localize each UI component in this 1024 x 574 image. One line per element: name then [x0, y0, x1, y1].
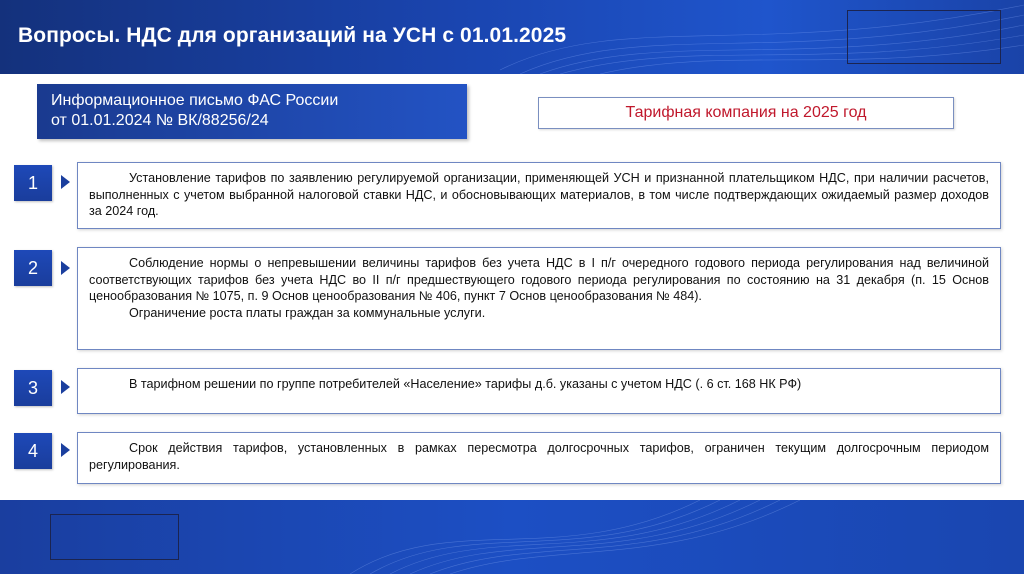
header-bar — [0, 0, 1024, 74]
fas-letter-line1: Информационное письмо ФАС России — [51, 92, 339, 109]
item-3-text: В тарифном решении по группе потребителей «Население» тарифы д.б. указаны с учетом НДС (. 6 ст. 168 НК РФ) — [129, 377, 802, 391]
item-2-text-secondary: Ограничение роста платы граждан за коммунальные услуги. — [129, 305, 486, 320]
placeholder-frame-bottom — [50, 514, 179, 560]
item-number-2: 2 — [14, 250, 52, 286]
arrow-right-icon — [61, 443, 70, 457]
item-number-1: 1 — [14, 165, 52, 201]
item-4-text: Срок действия тарифов, установленных в рамках пересмотра долгосрочных тарифов, ограничен текущим долгосрочным периодом регулирования. — [89, 441, 989, 472]
placeholder-frame-top — [847, 10, 1001, 64]
item-number-4: 4 — [14, 433, 52, 469]
list-item-4 — [77, 432, 1001, 484]
arrow-right-icon — [61, 175, 70, 189]
fas-letter-line2: от 01.01.2024 № ВК/88256/24 — [51, 112, 269, 129]
arrow-right-icon — [61, 380, 70, 394]
arrow-right-icon — [61, 261, 70, 275]
item-2-text: Соблюдение нормы о непревышении величины тарифов без учета НДС в I п/г очередного годового периода регулирования над величиной соответствующих тарифов без учета НДС во II п/г предшествующего годового периода регулирования по состоянию на 31 декабря (п. 15 Основ ценообразования № 1075, п. 9 Основ ценообразования № 406, пункт 7 Основ ценообразования № 484). — [89, 256, 989, 303]
list-item-2 — [77, 247, 1001, 350]
list-item-1 — [77, 162, 1001, 229]
page-title: Вопросы. НДС для организаций на УСН с 01.01.2025 — [18, 24, 567, 47]
fas-letter-box — [37, 84, 467, 139]
item-1-text: Установление тарифов по заявлению регулируемой организации, применяющей УСН и признанной плательщиком НДС, при наличии расчетов, выполненных с учетом выбранной налоговой ставки НДС, и обосновывающих материалов, в том числе подтверждающих ожидаемый размер доходов за 2024 год. — [89, 171, 989, 218]
footer-bar — [0, 500, 1024, 574]
item-number-3: 3 — [14, 370, 52, 406]
tariff-campaign-box: Тарифная компания на 2025 год — [538, 97, 954, 129]
list-item-3 — [77, 368, 1001, 414]
